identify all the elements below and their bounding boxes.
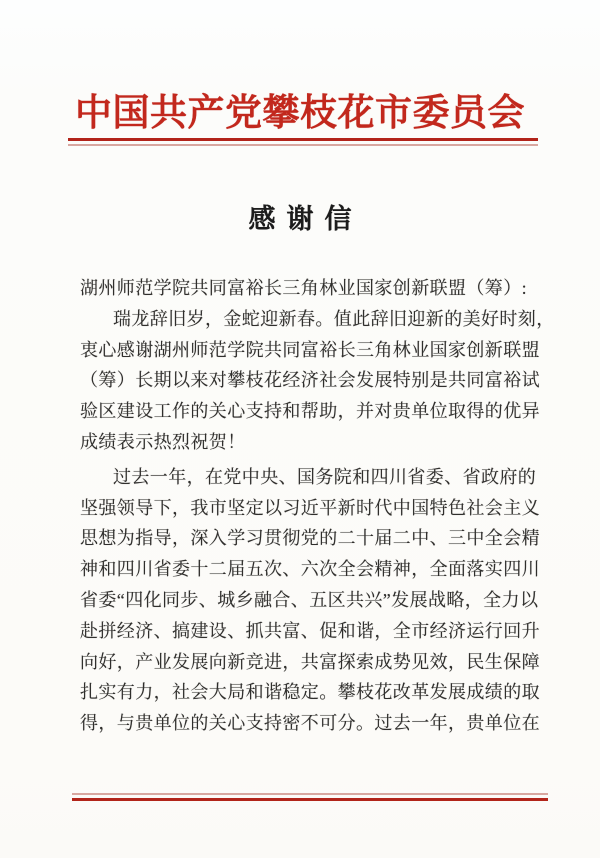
- header-divider-line-strong: [68, 138, 538, 141]
- paragraph: [80, 462, 546, 739]
- footer-divider-line-light: [72, 793, 548, 795]
- letter-paragraphs: [80, 304, 555, 739]
- text-line: 省委“四化同步、城乡融合、五区共兴”发展战略，全力以: [80, 589, 539, 610]
- text-line: 成绩表示热烈祝贺！: [80, 431, 246, 452]
- text-line: 扎实有力，社会大局和谐稳定。攀枝花改革发展成绩的取: [80, 682, 540, 703]
- footer-divider: [72, 793, 548, 801]
- salutation-line: 湖州师范学院共同富裕长三角林业国家创新联盟（筹）:: [80, 278, 527, 298]
- text-line: 衷心感谢湖州师范学院共同富裕长三角林业国家创新联盟: [80, 339, 540, 360]
- text-line: 得，与贵单位的关心支持密不可分。过去一年，贵单位在: [80, 713, 540, 734]
- paragraph: [80, 304, 555, 458]
- letterhead-title: 中国共产党攀枝花市委员会: [75, 93, 525, 134]
- text-line: 瑞龙辞旧岁，金蛇迎新春。值此辞旧迎新的美好时刻，: [113, 308, 555, 329]
- text-line: 向好，产业发展向新竞进，共富探索成势见效，民生保障: [80, 651, 540, 672]
- footer-divider-line-strong: [72, 798, 548, 801]
- text-line: 思想为指导，深入学习贯彻党的二十届二中、三中全会精: [80, 528, 540, 549]
- text-line: 神和四川省委十二届五次、六次全会精神，全面落实四川: [80, 559, 540, 580]
- document-title: 感谢信: [248, 204, 363, 234]
- header-divider: [68, 138, 538, 146]
- text-line: 赴拼经济、搞建设、抓共富、促和谐，全市经济运行回升: [80, 620, 540, 641]
- header-divider-line-light: [68, 144, 538, 146]
- text-line: 坚强领导下，我市坚定以习近平新时代中国特色社会主义: [80, 497, 540, 518]
- letter-body: [80, 273, 555, 739]
- text-line: 验区建设工作的关心支持和帮助，并对贵单位取得的优异: [80, 401, 540, 422]
- text-line: 过去一年，在党中央、国务院和四川省委、省政府的: [113, 466, 537, 487]
- text-line: （筹）长期以来对攀枝花经济社会发展特别是共同富裕试: [80, 370, 540, 391]
